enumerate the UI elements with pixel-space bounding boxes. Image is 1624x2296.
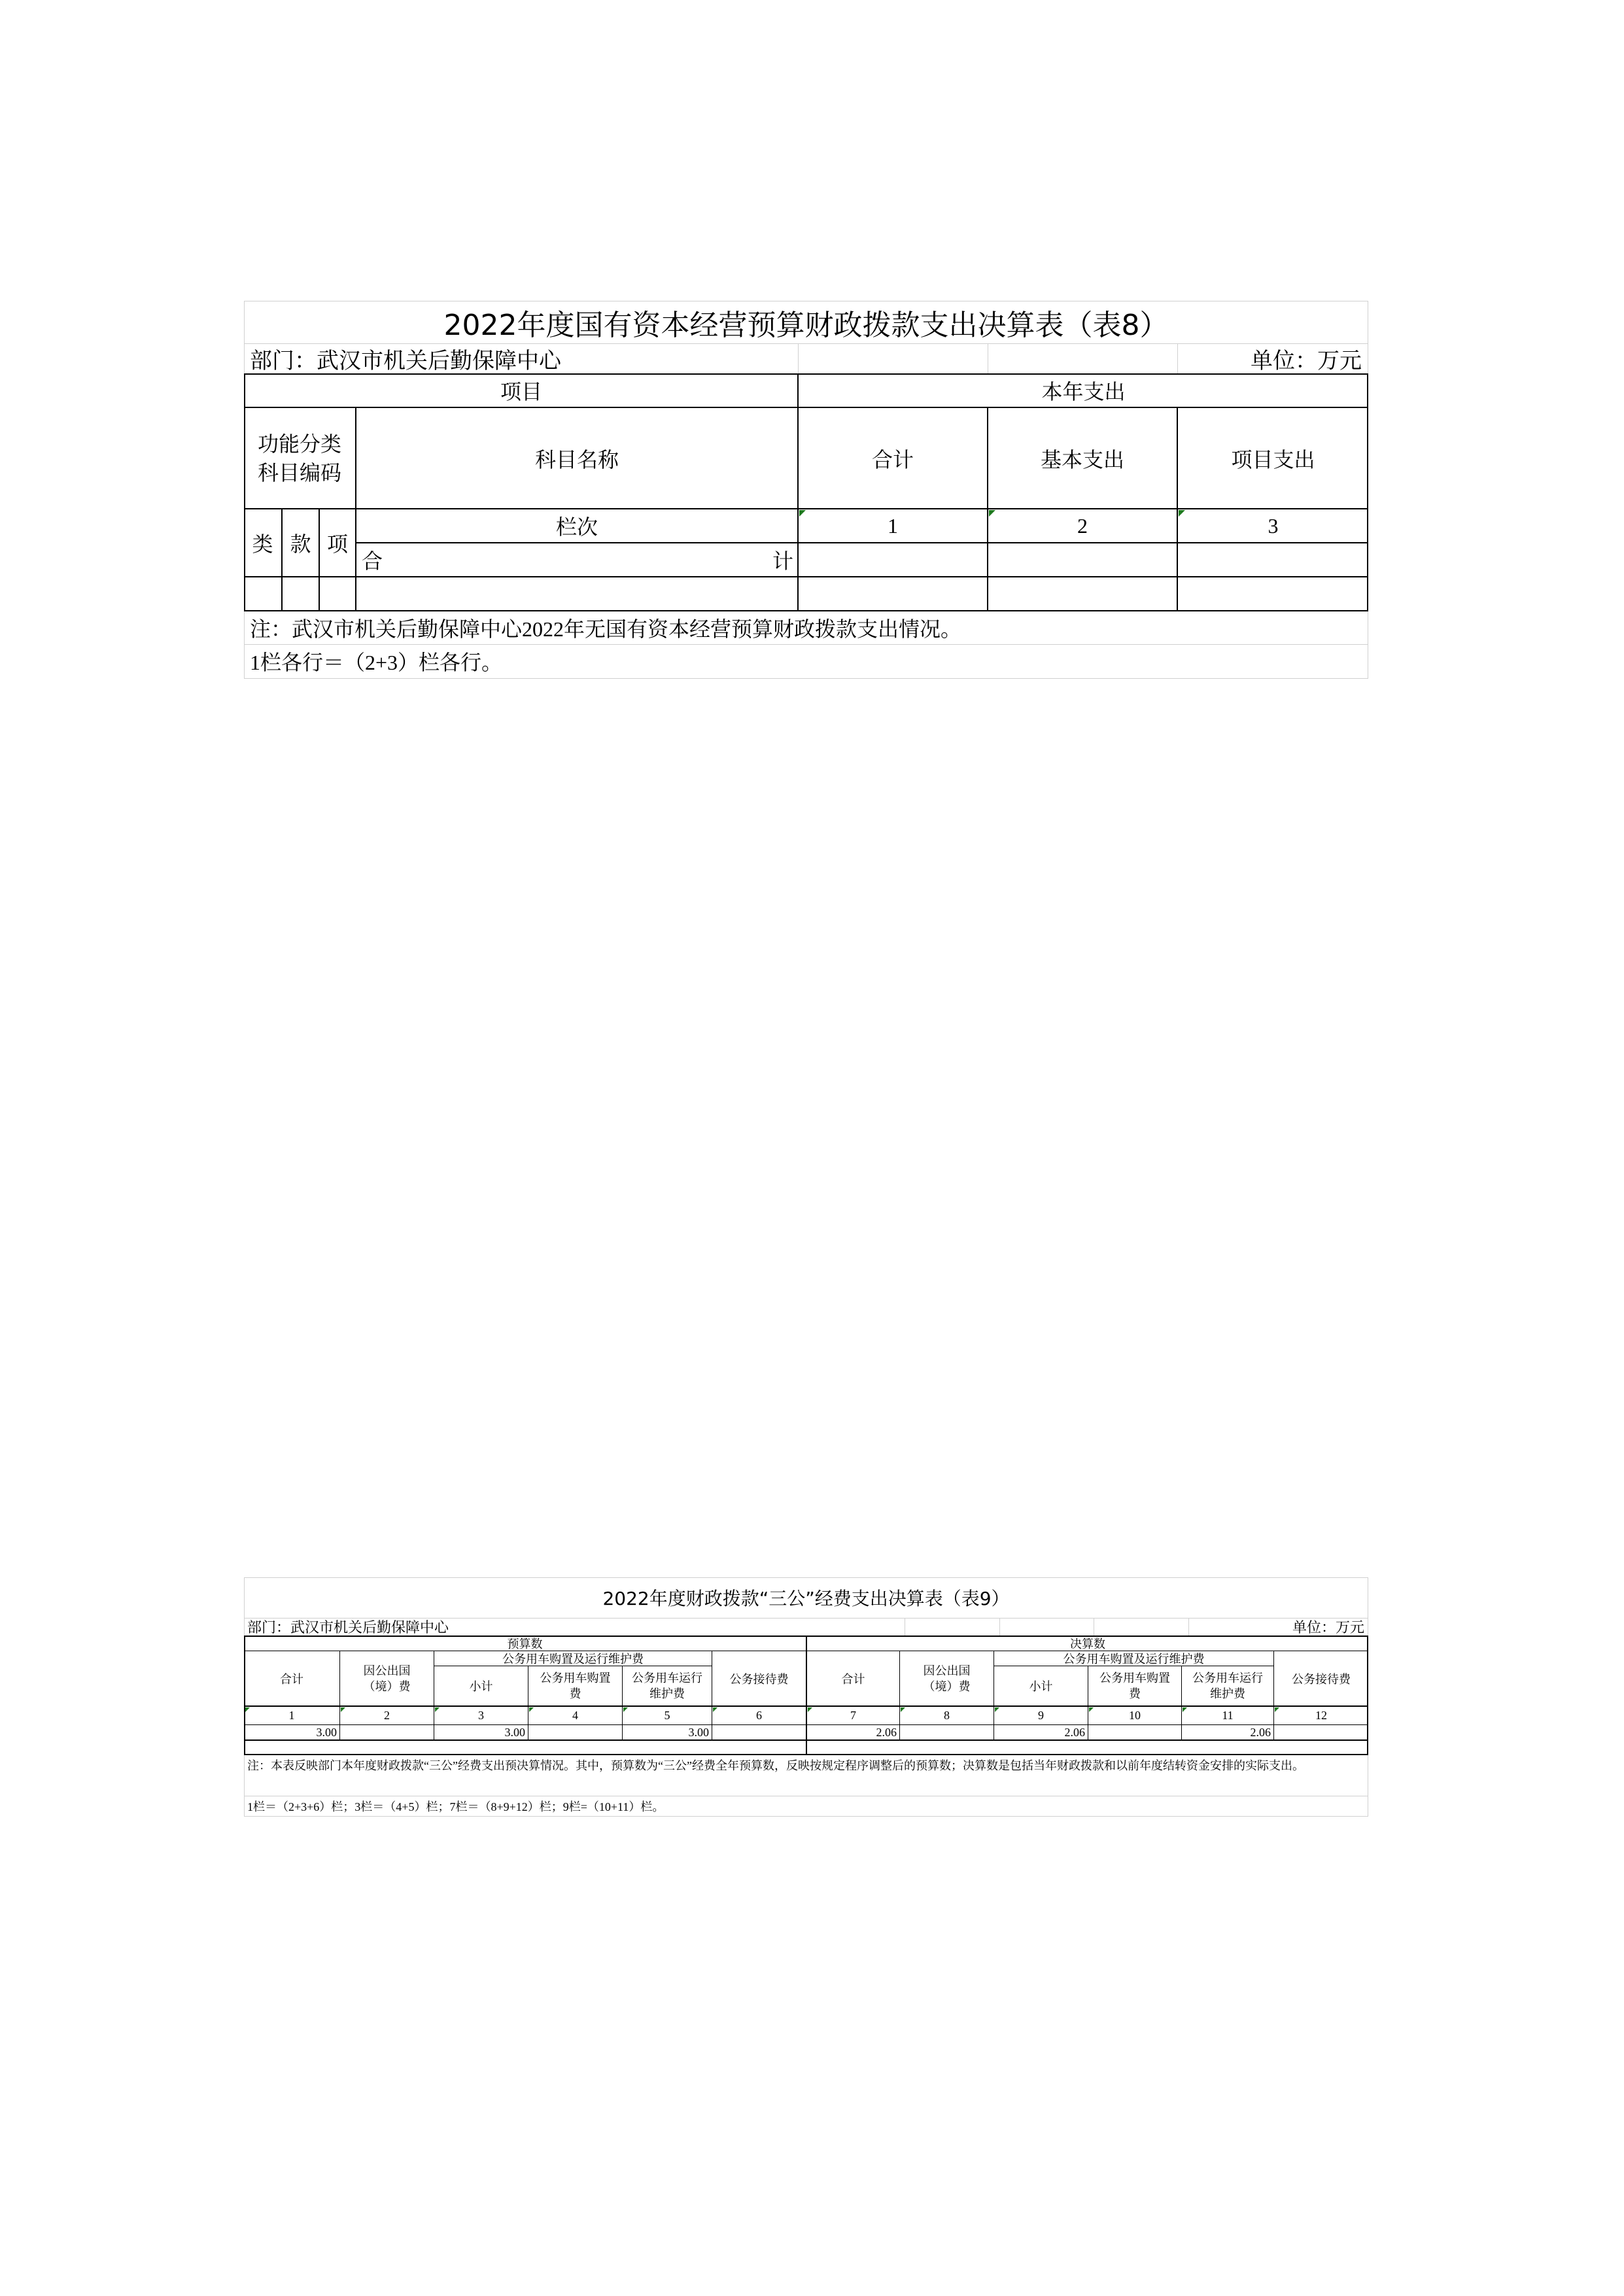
header-b-subtotal: 小计 (469, 1680, 493, 1693)
value-cell (340, 1725, 434, 1739)
table9-unit: 单位：万元 (1292, 1619, 1364, 1636)
header-f-purchase: 公务用车购置 费 (1099, 1671, 1170, 1700)
cell-marker (989, 510, 995, 517)
cell-marker (1089, 1707, 1094, 1712)
divider (1188, 1618, 1189, 1636)
value-cell: 3.00 (504, 1725, 525, 1739)
header-f-operate: 公务用车运行 维护费 (1192, 1671, 1263, 1700)
cell-marker (1275, 1707, 1279, 1712)
divider (319, 576, 320, 611)
col-num: 5 (664, 1709, 670, 1722)
cell-marker (1179, 510, 1185, 517)
cell-marker (1183, 1707, 1187, 1712)
header-b-purchase: 公务用车购置 费 (540, 1671, 611, 1700)
col-num: 11 (1222, 1709, 1234, 1722)
col-num-1: 1 (888, 513, 898, 538)
table9-title: 2022年度财政拨款“三公”经费支出决算表（表9） (602, 1588, 1010, 1609)
table8-dept: 部门：武汉市机关后勤保障中心 (250, 349, 561, 373)
cell-marker (623, 1707, 628, 1712)
cell-marker (529, 1707, 534, 1712)
header-budget: 预算数 (507, 1637, 543, 1651)
table8-note1: 注：武汉市机关后勤保障中心2022年无国有资本经营预算财政拨款支出情况。 (250, 617, 962, 641)
value-cell (1088, 1725, 1181, 1739)
value-cell: 2.06 (876, 1725, 897, 1739)
header-f-total: 合计 (841, 1672, 865, 1686)
header-project: 项目支出 (1231, 447, 1315, 471)
value-cell (1274, 1725, 1368, 1739)
col-num-2: 2 (1077, 513, 1088, 538)
value-cell (900, 1725, 993, 1739)
cell-marker (245, 1707, 250, 1712)
header-b-reception: 公务接待费 (729, 1672, 789, 1686)
divider (281, 576, 283, 611)
header-f-subtotal: 小计 (1029, 1680, 1053, 1693)
header-lei: 类 (252, 532, 273, 556)
col-num: 9 (1038, 1709, 1044, 1722)
col-num: 8 (944, 1709, 950, 1722)
value-cell: 3.00 (688, 1725, 709, 1739)
header-b-vehicle: 公务用车购置及运行维护费 (502, 1653, 644, 1666)
table8-title: 2022年度国有资本经营预算财政拨款支出决算表（表8） (443, 308, 1169, 342)
table8-note2: 1栏各行＝（2+3）栏各行。 (250, 651, 503, 674)
header-f-abroad: 因公出国 （境）费 (923, 1664, 971, 1693)
value-cell: 2.06 (1250, 1725, 1271, 1739)
divider (999, 1618, 1000, 1636)
col-num: 10 (1129, 1709, 1141, 1722)
header-b-operate: 公务用车运行 维护费 (632, 1671, 702, 1700)
col-num: 3 (478, 1709, 484, 1722)
table8-unit: 单位：万元 (1251, 349, 1362, 373)
header-final: 决算数 (1070, 1637, 1105, 1651)
header-kuan: 款 (290, 532, 311, 556)
cell-marker (435, 1707, 440, 1712)
divider (356, 542, 1368, 543)
header-f-reception: 公务接待费 (1292, 1672, 1351, 1686)
header-item: 项目 (500, 379, 542, 403)
col-num: 4 (572, 1709, 578, 1722)
table9-note1: 注：本表反映部门本年度财政拨款“三公”经费支出预决算情况。其中，预算数为“三公”经费全年预算数，反映按规定程序调整后的预算数；决算数是包括当年财政拨款和以前年度结转资金安排的实际支出。 (247, 1759, 1304, 1772)
col-num-3: 3 (1268, 513, 1279, 538)
col-num: 12 (1315, 1709, 1327, 1722)
col-num: 7 (850, 1709, 856, 1722)
col-num: 2 (384, 1709, 390, 1722)
value-cell: 3.00 (316, 1725, 337, 1739)
divider (798, 343, 799, 373)
cell-marker (799, 510, 806, 517)
value-cell (528, 1725, 622, 1739)
header-b-total: 合计 (280, 1672, 303, 1686)
cell-marker (713, 1707, 717, 1712)
header-name: 科目名称 (534, 447, 619, 471)
total-label-right: 计 (772, 549, 793, 573)
value-cell (712, 1725, 806, 1739)
value-cell: 2.06 (1064, 1725, 1085, 1739)
header-lanci: 栏次 (555, 515, 598, 539)
header-f-vehicle: 公务用车购置及运行维护费 (1063, 1653, 1205, 1666)
header-code: 功能分类 科目编码 (257, 432, 341, 485)
header-total: 合计 (871, 447, 914, 471)
col-num: 6 (756, 1709, 762, 1722)
cell-marker (995, 1707, 999, 1712)
header-basic: 基本支出 (1040, 447, 1124, 471)
header-year-expense: 本年支出 (1041, 379, 1126, 403)
cell-marker (808, 1707, 812, 1712)
header-b-abroad: 因公出国 （境）费 (363, 1664, 411, 1693)
cell-marker (901, 1707, 905, 1712)
divider (244, 576, 1368, 577)
col-num: 1 (288, 1709, 295, 1722)
total-label-left: 合 (362, 549, 383, 573)
table9-dept: 部门：武汉市机关后勤保障中心 (247, 1619, 449, 1636)
header-xiang: 项 (326, 532, 348, 556)
table9-note2: 1栏＝（2+3+6）栏；3栏＝（4+5）栏；7栏＝（8+9+12）栏；9栏=（10+11）栏。 (247, 1800, 665, 1813)
cell-marker (341, 1707, 345, 1712)
